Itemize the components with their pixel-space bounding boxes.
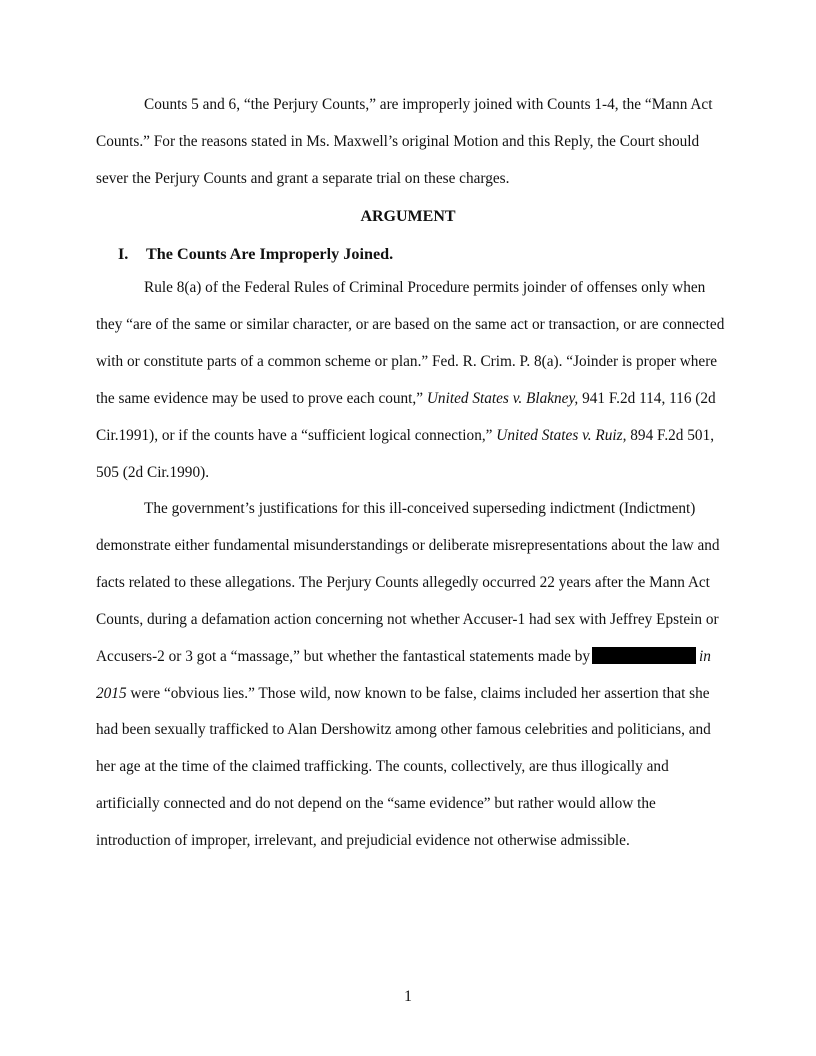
government-text-italic: in 2015 bbox=[96, 647, 711, 702]
rule-text-part1: Rule 8(a) of the Federal Rules of Criminal Procedure permits joinder of offenses only when they “are of the same or similar character, or are based on the same act or transaction, or are connected with or constitute parts of a common scheme or plan.” Fed. R. Crim. P. 8(a). “Joinder is proper where the same evidence may be used to prove each count,” bbox=[96, 279, 725, 407]
government-paragraph bbox=[96, 491, 726, 860]
redaction-bar bbox=[592, 647, 696, 664]
rule-text-part2: 941 F.2d 114, 116 (2d Cir.1991), or if the counts have a “sufficient logical connection,” bbox=[96, 389, 716, 444]
section-title: The Counts Are Improperly Joined. bbox=[146, 245, 394, 263]
government-text-part1: The government’s justifications for this ill-conceived superseding indictment (Indictment) demonstrate either fundamental misunderstandings or deliberate misrepresentations about the law and facts related to these allegations. The Perjury Counts allegedly occurred 22 years after the Mann Act Counts, during a defamation action concerning not whether Accuser-1 had sex with Jeffrey Epstein or Accusers-2 or 3 got a “massage,” but whether the fantastical statements made by bbox=[96, 500, 720, 665]
rule-paragraph bbox=[96, 270, 726, 491]
rule-text-part3: 894 F.2d 501, 505 (2d Cir.1990). bbox=[96, 426, 715, 481]
case-citation-ruiz: United States v. Ruiz, bbox=[496, 426, 627, 444]
case-citation-blakney: United States v. Blakney, bbox=[426, 389, 579, 407]
page-number: 1 bbox=[404, 988, 412, 1005]
section-heading bbox=[118, 242, 393, 266]
intro-paragraph-text: Counts 5 and 6, “the Perjury Counts,” are improperly joined with Counts 1-4, the “Mann Act Counts.” For the reasons stated in Ms. Maxwell’s original Motion and this Reply, the Court should sever the Perjury Counts and grant a separate trial on these charges. bbox=[96, 96, 713, 187]
intro-paragraph bbox=[96, 87, 726, 198]
argument-heading: ARGUMENT bbox=[360, 208, 456, 225]
section-number: I. bbox=[118, 245, 129, 263]
government-text-part2: were “obvious lies.” Those wild, now known to be false, claims included her assertion that she had been sexually trafficked to Alan Dershowitz among other famous celebrities and politicians, and her age at the time of the claimed trafficking. The counts, collectively, are thus illogically and artificially connected and do not depend on the “same evidence” but rather would allow the introduction of improper, irrelevant, and prejudicial evidence not otherwise admissible. bbox=[96, 684, 711, 850]
